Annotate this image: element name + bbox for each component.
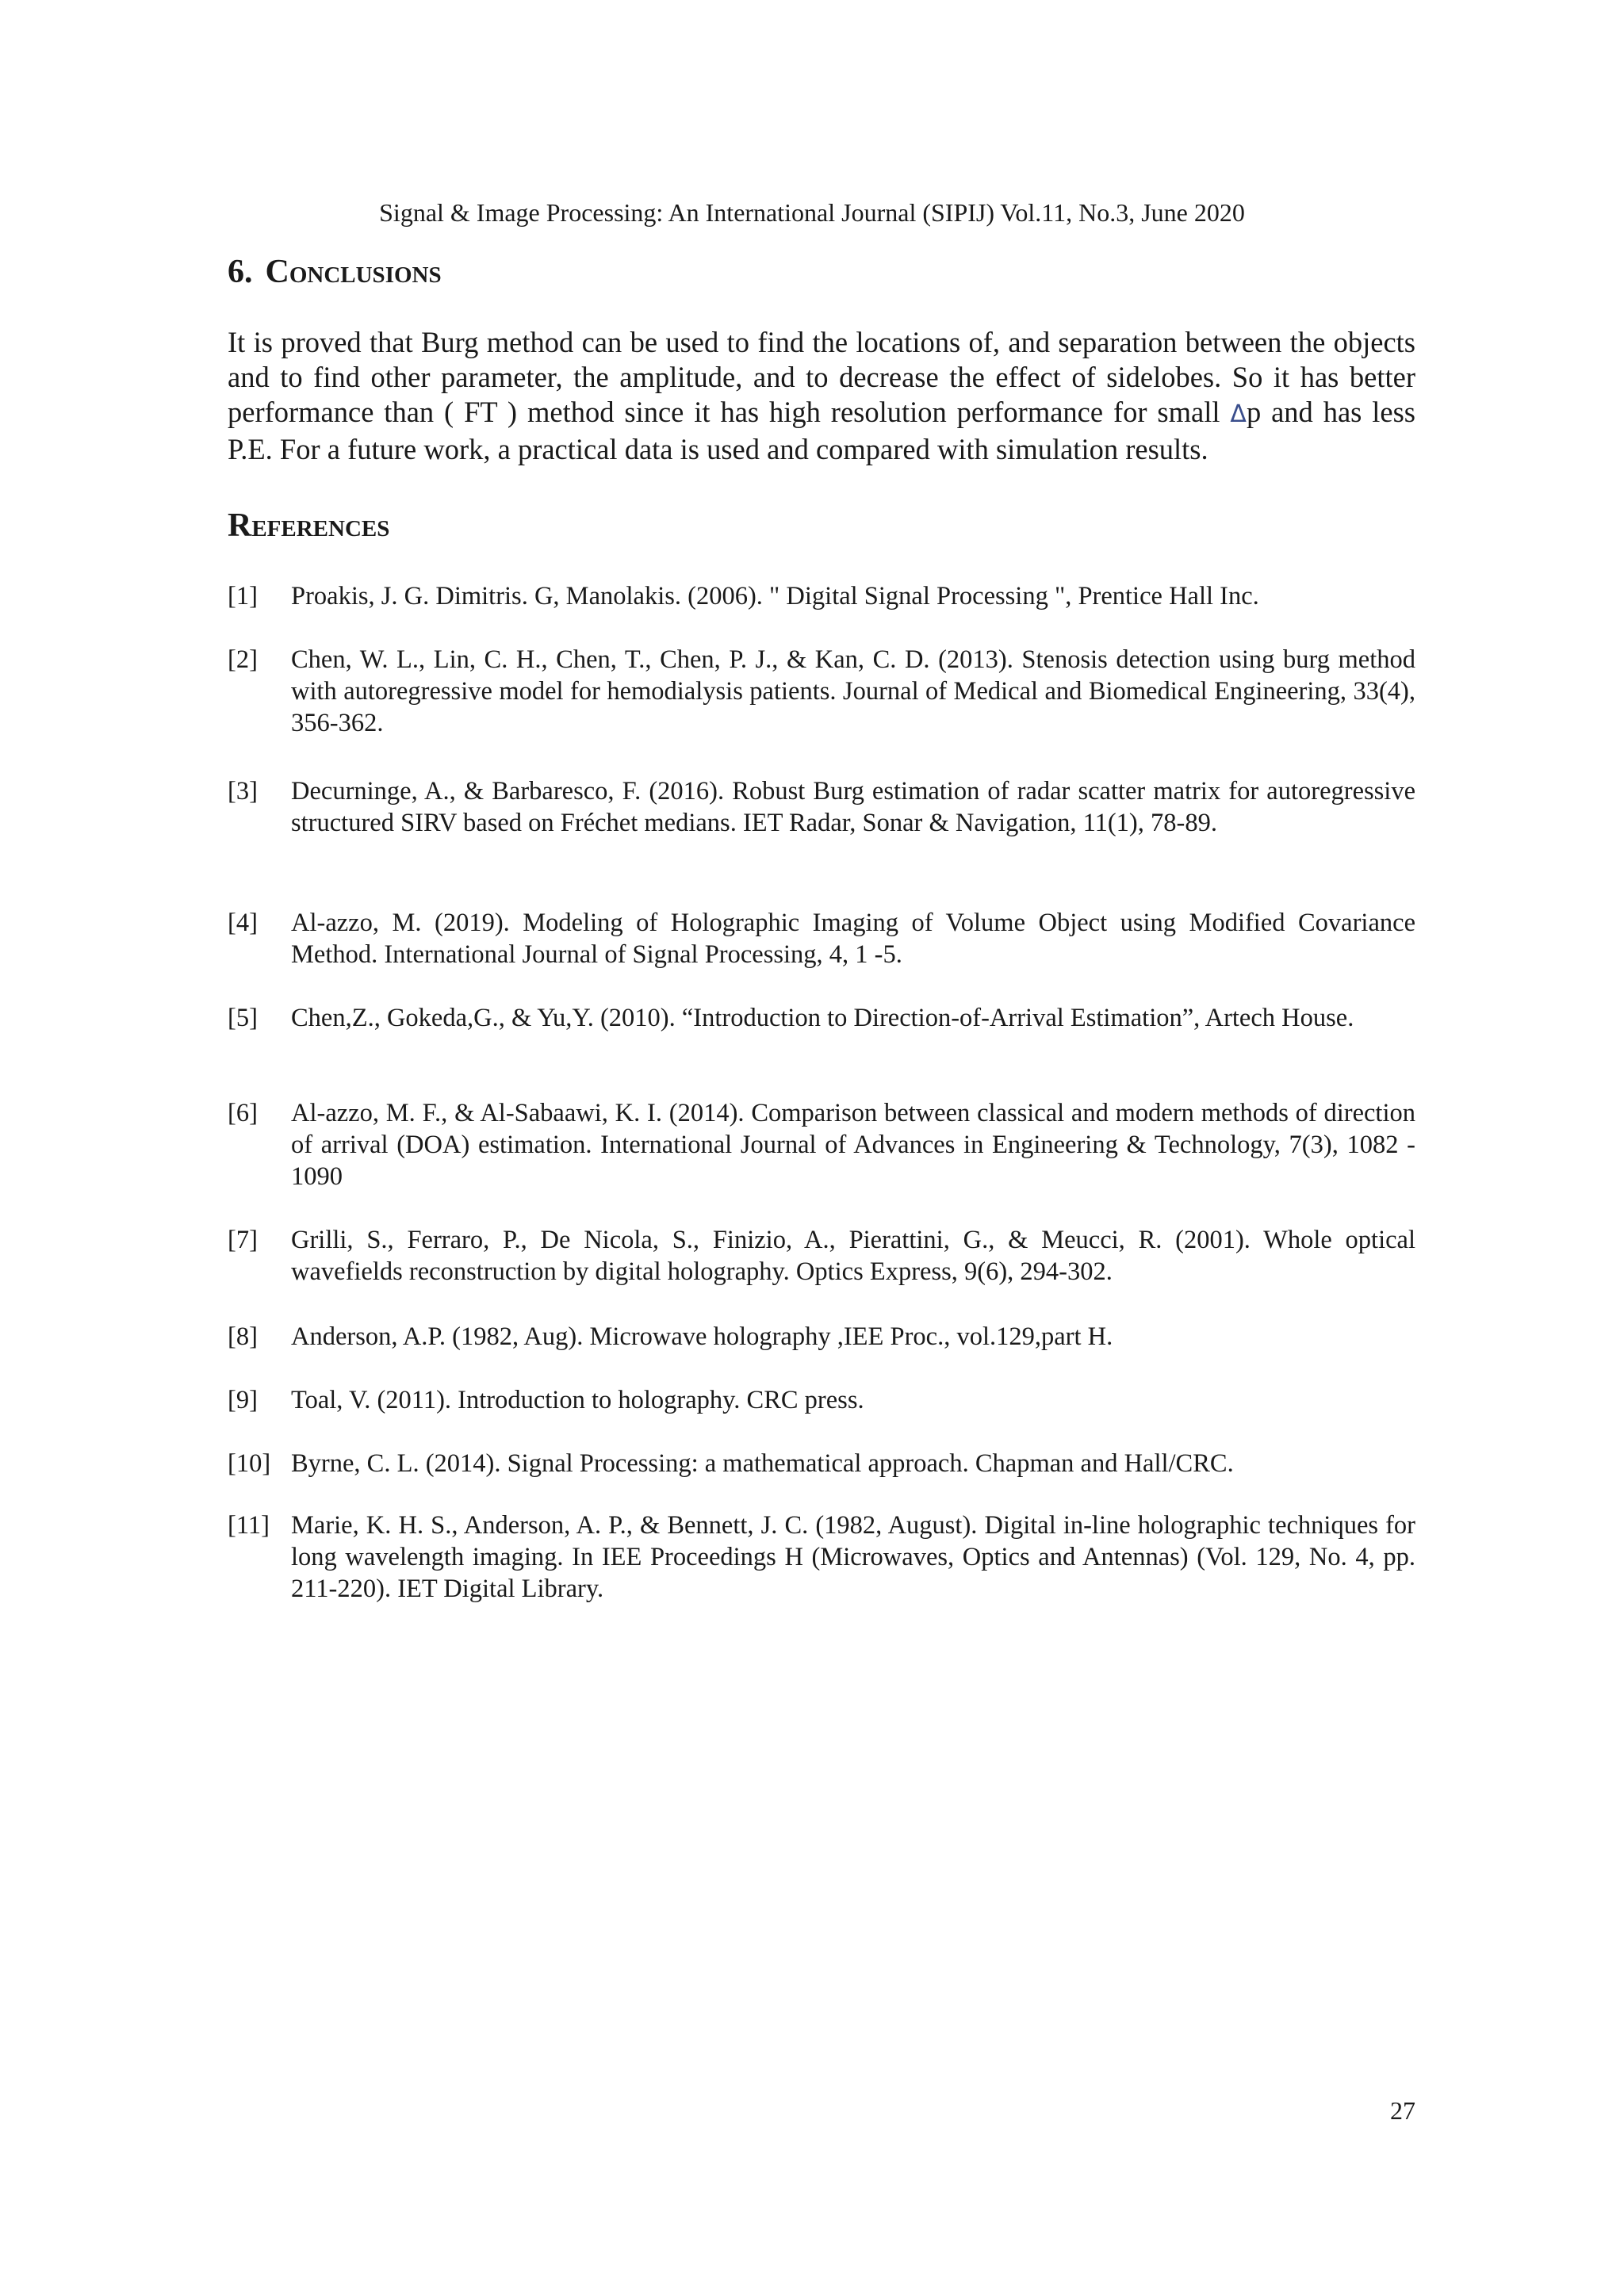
reference-item	[228, 1448, 1415, 1479]
reference-number: [6]	[228, 1099, 258, 1127]
paragraph-text-part-2: p and has less P.E. For a future work, a practical data is used and compared with simulation results.	[228, 396, 1416, 465]
reference-number: [8]	[228, 1322, 258, 1351]
reference-text: Decurninge, A., & Barbaresco, F. (2016). Robust Burg estimation of radar scatter matrix for autoregressive structured SIRV based on Fréchet medians. IET Radar, Sonar & Navigation, 11(1), 78-89.	[291, 777, 1415, 837]
reference-text: Chen,Z., Gokeda,G., & Yu,Y. (2010). “Introduction to Direction-of-Arrival Estimation”, Artech House.	[291, 1004, 1354, 1032]
reference-item	[228, 1321, 1415, 1353]
reference-item	[228, 580, 1415, 612]
running-header: Signal & Image Processing: An International Journal (SIPIJ) Vol.11, No.3, June 2020	[379, 198, 1245, 227]
reference-number: [2]	[228, 645, 258, 674]
reference-item	[228, 1097, 1415, 1192]
reference-item	[228, 1224, 1415, 1288]
reference-item	[228, 1002, 1415, 1034]
reference-number: [11]	[228, 1511, 270, 1540]
section-title: Conclusions	[265, 254, 442, 290]
section-number: 6.	[228, 254, 253, 290]
reference-number: [10]	[228, 1449, 271, 1478]
reference-item	[228, 907, 1415, 970]
reference-text: Toal, V. (2011). Introduction to holography. CRC press.	[291, 1386, 864, 1414]
reference-number: [9]	[228, 1386, 258, 1414]
reference-text: Byrne, C. L. (2014). Signal Processing: a mathematical approach. Chapman and Hall/CRC.	[291, 1449, 1234, 1478]
reference-item	[228, 1384, 1415, 1416]
references-heading: References	[228, 507, 390, 544]
page-number: 27	[1390, 2096, 1415, 2125]
reference-text: Chen, W. L., Lin, C. H., Chen, T., Chen, P. J., & Kan, C. D. (2013). Stenosis detection using burg method with autoregressive model for hemodialysis patients. Journal of Medical and Biomedical Engineering, 33(4), 356-362.	[291, 645, 1415, 737]
paragraph-text-part-1: It is proved that Burg method can be used to find the locations of, and separation between the objects and to find other parameter, the amplitude, and to decrease the effect of sidelobes. So it has better performance than ( FT ) method since it has high resolution performance for small	[228, 326, 1415, 428]
delta-icon: Δ	[1230, 400, 1247, 428]
reference-text: Proakis, J. G. Dimitris. G, Manolakis. (2006). " Digital Signal Processing ", Prentice Hall Inc.	[291, 582, 1259, 610]
reference-text: Al-azzo, M. F., & Al-Sabaawi, K. I. (2014). Comparison between classical and modern methods of direction of arrival (DOA) estimation. International Journal of Advances in Engineering & Technology, 7(3), 1082 - 1090	[291, 1099, 1415, 1191]
reference-item	[228, 644, 1415, 739]
reference-item	[228, 775, 1415, 839]
reference-number: [7]	[228, 1226, 258, 1254]
reference-text: Marie, K. H. S., Anderson, A. P., & Bennett, J. C. (1982, August). Digital in-line holographic techniques for long wavelength imaging. In IEE Proceedings H (Microwaves, Optics and Antennas) (Vol. 129, No. 4, pp. 211-220). IET Digital Library.	[291, 1511, 1415, 1603]
reference-text: Al-azzo, M. (2019). Modeling of Holographic Imaging of Volume Object using Modified Covariance Method. International Journal of Signal Processing, 4, 1 -5.	[291, 909, 1415, 969]
reference-number: [4]	[228, 909, 258, 937]
reference-number: [3]	[228, 777, 258, 806]
reference-number: [1]	[228, 582, 258, 610]
reference-number: [5]	[228, 1004, 258, 1032]
reference-text: Grilli, S., Ferraro, P., De Nicola, S., Finizio, A., Pierattini, G., & Meucci, R. (2001). Whole optical wavefields reconstruction by digital holography. Optics Express, 9(6), 294-302.	[291, 1226, 1415, 1286]
reference-text: Anderson, A.P. (1982, Aug). Microwave holography ,IEE Proc., vol.129,part H.	[291, 1322, 1113, 1351]
reference-item	[228, 1510, 1415, 1605]
